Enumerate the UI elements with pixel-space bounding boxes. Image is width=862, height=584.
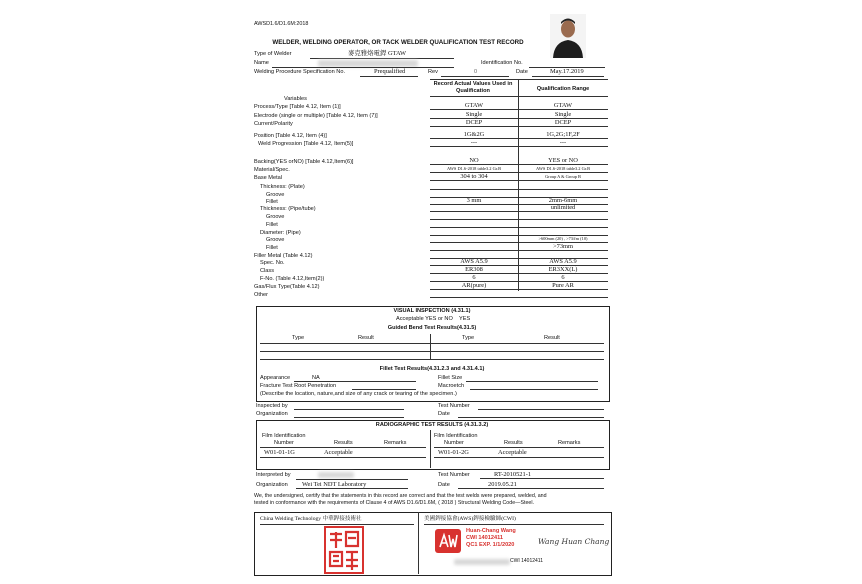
number-label-1: Number [274,440,294,446]
film-id-label-2: Film Identification [434,433,478,439]
range-value: 2mm-6mm [548,197,578,204]
variable-label: Electrode (single or multiple) [Table 4.12, Item (7)] [254,113,378,119]
rt-test-number-label: Test Number [438,472,470,478]
variable-label: Process/Type [Table 4.12, Item (1)] [254,104,341,110]
code-label: AWSD1.6/D1.6M:2018 [254,21,309,27]
range-value: Group A & Group B [545,174,581,179]
fillet-test-title: Fillet Test Results(4.31.2.3 and 4.31.4.1) [379,366,485,372]
organization-label: Organization [256,411,288,417]
rt-organization-value: Wei Tei NDT Laboratory [302,481,367,488]
remarks-label-2: Remarks [558,440,581,446]
page-title: WELDER, WELDING OPERATOR, OR TACK WELDER QUALIFICATION TEST RECORD [272,39,524,46]
left-org-label: China Welding Technology 中華銲接技術社 [260,516,362,522]
variable-label: Filler Metal (Table 4.12) [254,253,313,259]
results-label-2: Results [504,440,523,446]
radiographic-title: RADIOGRAPHIC TEST RESULTS (4.31.3.2) [375,422,489,428]
fillet-date-label: Date [438,411,450,417]
appearance-value: NA [312,375,320,381]
visual-inspection-title: VISUAL INSPECTION (4.31.1) [393,308,471,314]
rt-test-number-value: RT-2010521-1 [494,471,532,478]
variable-label: Other [254,292,268,298]
wps-label: Welding Procedure Specification No. [254,69,345,75]
film-id-label-1: Film Identification [262,433,306,439]
range-value: 1G,2G;1F,2F [546,131,580,138]
root-penetration-label: Fracture Test Root Penetration [260,383,337,389]
red-seal-stamp [324,526,364,579]
date-label: Date [516,69,528,75]
variable-label: F-No. (Table 4.12,Item(2)) [260,276,325,282]
remarks-label-1: Remarks [384,440,407,446]
results-label-1: Results [334,440,353,446]
variable-label: Class [260,268,274,274]
variable-label: Groove [266,192,285,198]
variable-label: Backing(YES orNO) [Table 4.12,Item(6)] [254,159,354,165]
variable-label: Groove [266,237,285,243]
range-value: 6 [561,274,565,281]
range-column-header: Qualification Range [536,86,590,92]
record-value: 3 mm [466,197,482,204]
range-value: unlimited [550,204,576,211]
name-label: Name [254,60,269,66]
cwi-expiry: QC1 EXP. 1/1/2020 [466,542,515,548]
range-value: Single [554,111,572,118]
range-value: AWS A5.9 [549,258,577,265]
range-value: GTAW [553,102,573,109]
rt-row2-result: Acceptable [498,449,527,456]
variables-header: Variables [284,96,307,102]
range-value: YES or NO [548,157,578,164]
variable-label: Base Metal [254,175,282,181]
interpreted-by-label: Interpreted by [256,472,291,478]
type-of-welder-value: 麥克雅烙電銲 GTAW [348,50,407,57]
range-value: >600mm (20) , >73/fm (10) [538,236,588,241]
right-org-label: 美國銲接協會(AWS)銲接檢驗師(CWI) [424,516,516,522]
variable-label: Thickness: (Pipe/tube) [260,206,316,212]
bend-result-2: Result [544,335,560,341]
record-value: AR(pure) [461,282,487,289]
range-value: AWS D1.6-2018 table3.2 Gr.B [535,166,591,171]
rt-row1-result: Acceptable [324,449,353,456]
aws-logo [434,528,462,559]
variable-label: Weld Progression [Table 4.12, Item(5)] [258,141,354,147]
rt-date-value: 2019.05.21 [488,481,517,488]
cwi-number: CWI 14012411 [466,535,504,541]
variable-label: Diameter: (Pipe) [260,230,301,236]
record-value: 304 to 304 [460,173,488,180]
variable-label: Fillet [266,245,278,251]
qualification-record [248,6,620,578]
variable-label: Fillet [266,199,278,205]
variable-label: Fillet [266,222,278,228]
signature-redacted [454,559,510,565]
number-label-2: Number [444,440,464,446]
variable-label: Thickness: (Plate) [260,184,305,190]
rt-date-label: Date [438,482,450,488]
record-value: Single [465,111,483,118]
record-value: ER308 [465,266,483,273]
describe-note: (Describe the location, nature,and size of any crack or tearing of the specimen.) [260,391,457,397]
acceptable-value: YES [459,316,471,322]
cwi-name: Huan-Chang Wang [466,528,516,534]
range-value: Pure AR [552,282,574,289]
appearance-label: Appearance [260,375,291,381]
type-of-welder-label: Type of Welder [254,51,292,57]
acceptable-label: Acceptable YES or NO [396,316,453,322]
record-value: 1G&2G [463,131,485,138]
range-value: ER3XX(L) [548,266,578,273]
range-value: >73mm [553,243,573,250]
bend-result-1: Result [358,335,374,341]
rt-organization-label: Organization [256,482,288,488]
variable-label: Material/Spec. [254,167,290,173]
record-value: DCEP [465,119,483,126]
record-value: --- [470,139,478,146]
certification-line-1: We, the undersigned, certify that the statements in this record are correct and that the test welds were prepared, welded, and [254,493,547,499]
identification-label: Identification No. [481,60,523,66]
record-column-header: Record Actual Values Used in Qualification [433,81,513,94]
record-value: 6 [472,274,476,281]
range-value: --- [559,139,567,146]
variable-label: Gas/Flux Type(Table 4.12) [254,284,320,290]
variable-label: Current/Polarity [254,121,293,127]
record-value: AWS A5.9 [460,258,488,265]
variable-label: Groove [266,214,285,220]
cwi-bottom-number: CWI 14012411 [510,558,543,564]
record-value: NO [469,157,479,164]
macroetch-label: Macroetch [438,383,465,389]
welder-photo [550,14,586,58]
interpreter-redacted [318,472,354,478]
signature: Wang Huan Chang [538,537,610,546]
fillet-size-label: Fillet Size [438,375,463,381]
certification-line-2: tested in conformance with the requirements of Clause 4 of AWS D1.6/D1.6M, ( 2018 ) Structural Welding Code—Steel. [254,500,534,506]
record-value: AWS D1.6-2018 table3.2 Gr.B [446,166,502,171]
record-value: GTAW [464,102,484,109]
guided-bend-title: Guided Bend Test Results(4.31.5) [387,325,477,331]
test-number-label: Test Number [438,403,470,409]
wps-value: Prequalified [374,68,406,75]
bend-type-1: Type [292,335,305,341]
variable-label: Spec. No. [260,260,285,266]
date-value: May.17.2019 [550,68,584,75]
rt-row2-number: W01-01-2G [438,449,469,456]
rt-row1-number: W01-01-1G [264,449,295,456]
bend-type-2: Type [462,335,475,341]
rev-label: Rev [428,69,438,75]
range-value: DCEP [554,119,572,126]
name-redacted [318,60,418,67]
rev-value: 0 [474,69,478,75]
inspected-by-label: Inspected by [256,403,288,409]
variable-label: Position [Table 4.12, Item (4)] [254,133,327,139]
